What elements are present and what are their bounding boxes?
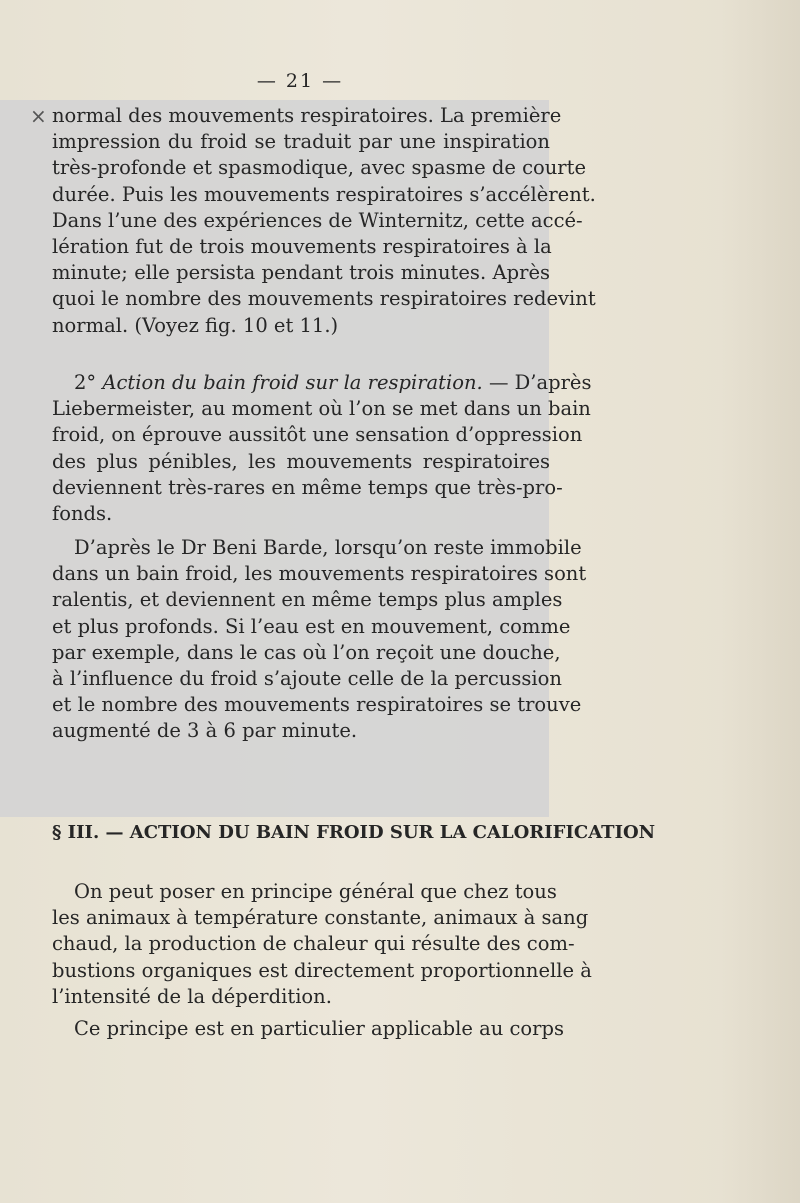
text-line: minute; elle persista pendant trois minutes. Après [52, 261, 550, 285]
section-heading: § III. — ACTION DU BAIN FROID SUR LA CALORIFICATION [52, 822, 656, 843]
page-number: — 21 — [256, 70, 344, 92]
text-line: normal. (Voyez fig. 10 et 11.) [52, 313, 339, 337]
margin-mark: × [30, 104, 47, 128]
text-line: On peut poser en principe général que chez tous [74, 880, 557, 903]
text-line: et plus profonds. Si l’eau est en mouvement, comme [52, 614, 571, 638]
section-title: Action du bain froid sur la respiration. [102, 371, 483, 394]
paragraph-5 [52, 1016, 564, 1042]
text-line: impression du froid se traduit par une inspiration [52, 130, 550, 154]
text-line: froid, on éprouve aussitôt une sensation d’oppression [52, 423, 583, 447]
paragraph-1 [52, 103, 596, 339]
text-line: deviennent très-rares en même temps que très-pro- [52, 475, 563, 499]
text-line: très-profonde et spasmodique, avec spasme de courte [52, 156, 586, 180]
section-2 [52, 370, 592, 527]
text-line: dans un bain froid, les mouvements respiratoires sont [52, 562, 587, 586]
text-line: à l’influence du froid s’ajoute celle de la percussion [52, 666, 562, 690]
section-number: 2° [74, 371, 97, 394]
text-line: augmenté de 3 à 6 par minute. [52, 719, 358, 743]
text-line: par exemple, dans le cas où l’on reçoit une douche, [52, 640, 561, 664]
text-line: bustions organiques est directement proportionnelle à [52, 958, 592, 982]
section-2-title-line [52, 370, 592, 396]
text-line: ralentis, et deviennent en même temps plus amples [52, 588, 563, 612]
page-edge-shadow [720, 0, 800, 1203]
text-line: quoi le nombre des mouvements respiratoires redevint [52, 287, 596, 311]
section-title-dash: — D’après [488, 371, 592, 394]
text-line: chaud, la production de chaleur qui résulte des com- [52, 932, 575, 956]
text-line: et le nombre des mouvements respiratoires se trouve [52, 693, 582, 717]
text-line: l’intensité de la déperdition. [52, 984, 332, 1008]
text-line: Liebermeister, au moment où l’on se met dans un bain [52, 397, 591, 421]
text-line: fonds. [52, 501, 113, 525]
text-line: D’après le Dr Beni Barde, lorsqu’on reste immobile [74, 536, 582, 559]
paragraph-4 [52, 879, 592, 1010]
text-line: des plus pénibles, les mouvements respiratoires [52, 449, 550, 473]
text-line: lération fut de trois mouvements respiratoires à la [52, 234, 552, 258]
text-line: Ce principe est en particulier applicable au corps [74, 1017, 564, 1040]
text-line: durée. Puis les mouvements respiratoires s’accélèrent. [52, 182, 596, 206]
text-line: normal des mouvements respiratoires. La première [52, 104, 562, 127]
paragraph-3 [52, 535, 587, 745]
text-line: les animaux à température constante, animaux à sang [52, 906, 589, 930]
text-line: Dans l’une des expériences de Winternitz, cette accé- [52, 208, 583, 232]
